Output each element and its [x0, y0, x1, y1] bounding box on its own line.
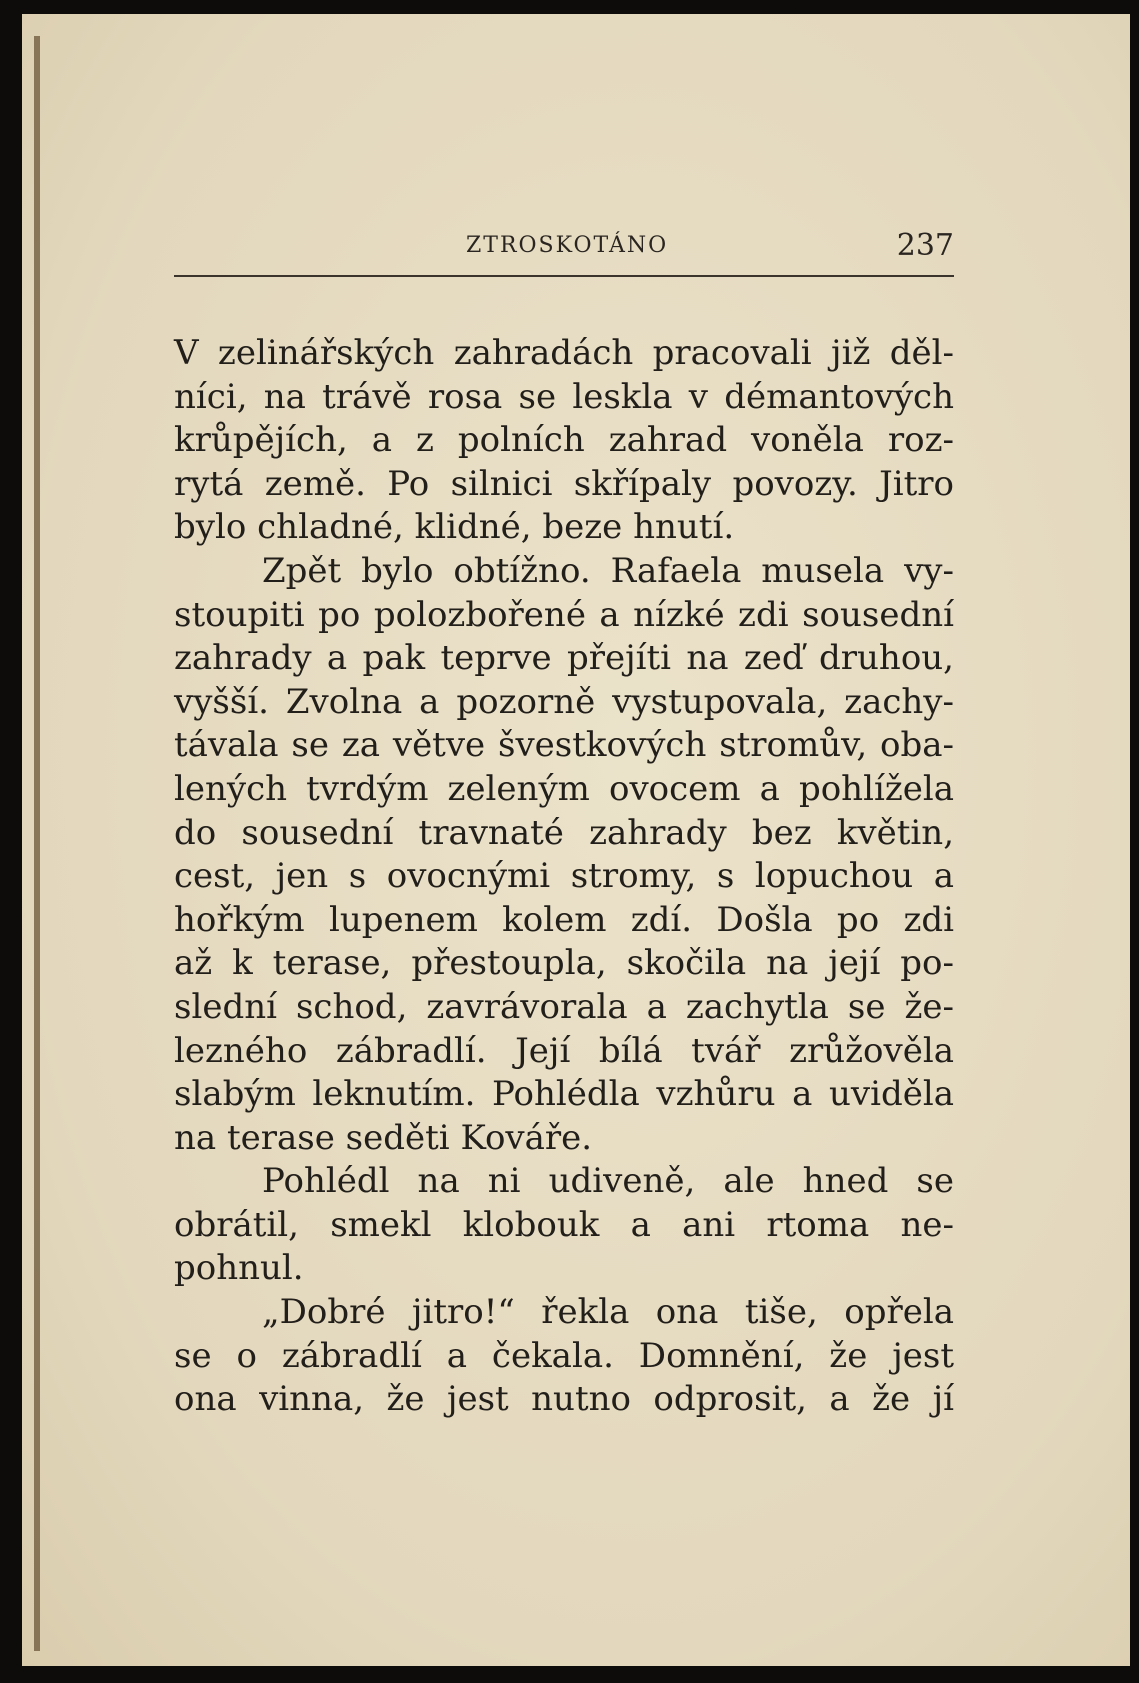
text-line: V zelinářských zahradách pracovali již děl-: [174, 333, 954, 373]
page-header: [174, 228, 954, 268]
text-line: krůpějích, a z polních zahrad voněla roz-: [174, 420, 954, 461]
text-line: stoupiti po polozbořené a nízké zdi sousední: [174, 594, 954, 635]
text-line: Pohlédl na ni udiveně, ale hned se: [262, 1161, 954, 1202]
text-line: až k terase, přestoupla, skočila na její po-: [174, 943, 954, 984]
text-line: cest, jen s ovocnými stromy, s lopuchou a: [174, 856, 954, 897]
text-line: zahrady a pak teprve přejíti na zeď druhou,: [174, 638, 954, 679]
text-line: se o zábradlí a čekala. Domnění, že jest: [174, 1335, 954, 1376]
header-rule: [174, 275, 954, 277]
text-line: slední schod, zavrávorala a zachytla se že-: [174, 986, 954, 1027]
text-line: távala se za větve švestkových stromův, oba-: [174, 725, 954, 766]
text-line: bylo chladné, klidné, beze hnutí.: [174, 507, 735, 548]
text-line: Zpět bylo obtížno. Rafaela musela vy-: [262, 550, 954, 591]
text-line: lených tvrdým zeleným ovocem a pohlížela: [174, 768, 954, 809]
text-line: lezného zábradlí. Její bílá tvář zrůžověla: [174, 1030, 954, 1071]
text-line: obrátil, smekl klobouk a ani rtoma ne-: [174, 1204, 954, 1245]
body-text: [174, 332, 954, 1422]
running-title: ZTROSKOTÁNO: [466, 233, 669, 258]
page-number: 237: [896, 228, 954, 263]
text-line: vyšší. Zvolna a pozorně vystupovala, zachy-: [174, 681, 954, 722]
text-line: do sousední travnaté zahrady bez květin,: [174, 812, 954, 853]
text-line: slabým leknutím. Pohlédla vzhůru a uviděla: [174, 1074, 954, 1115]
text-line: „Dobré jitro!“ řekla ona tiše, opřela: [262, 1292, 954, 1333]
book-spine-edge: [34, 36, 40, 1651]
text-line: níci, na trávě rosa se leskla v démantových: [174, 376, 954, 417]
text-line: ona vinna, že jest nutno odprosit, a že jí: [174, 1379, 954, 1420]
text-line: pohnul.: [174, 1248, 304, 1289]
text-line: na terase seděti Kováře.: [174, 1117, 593, 1158]
text-line: hořkým lupenem kolem zdí. Došla po zdi: [174, 899, 954, 940]
text-line: rytá země. Po silnici skřípaly povozy. Jitro: [174, 463, 954, 504]
